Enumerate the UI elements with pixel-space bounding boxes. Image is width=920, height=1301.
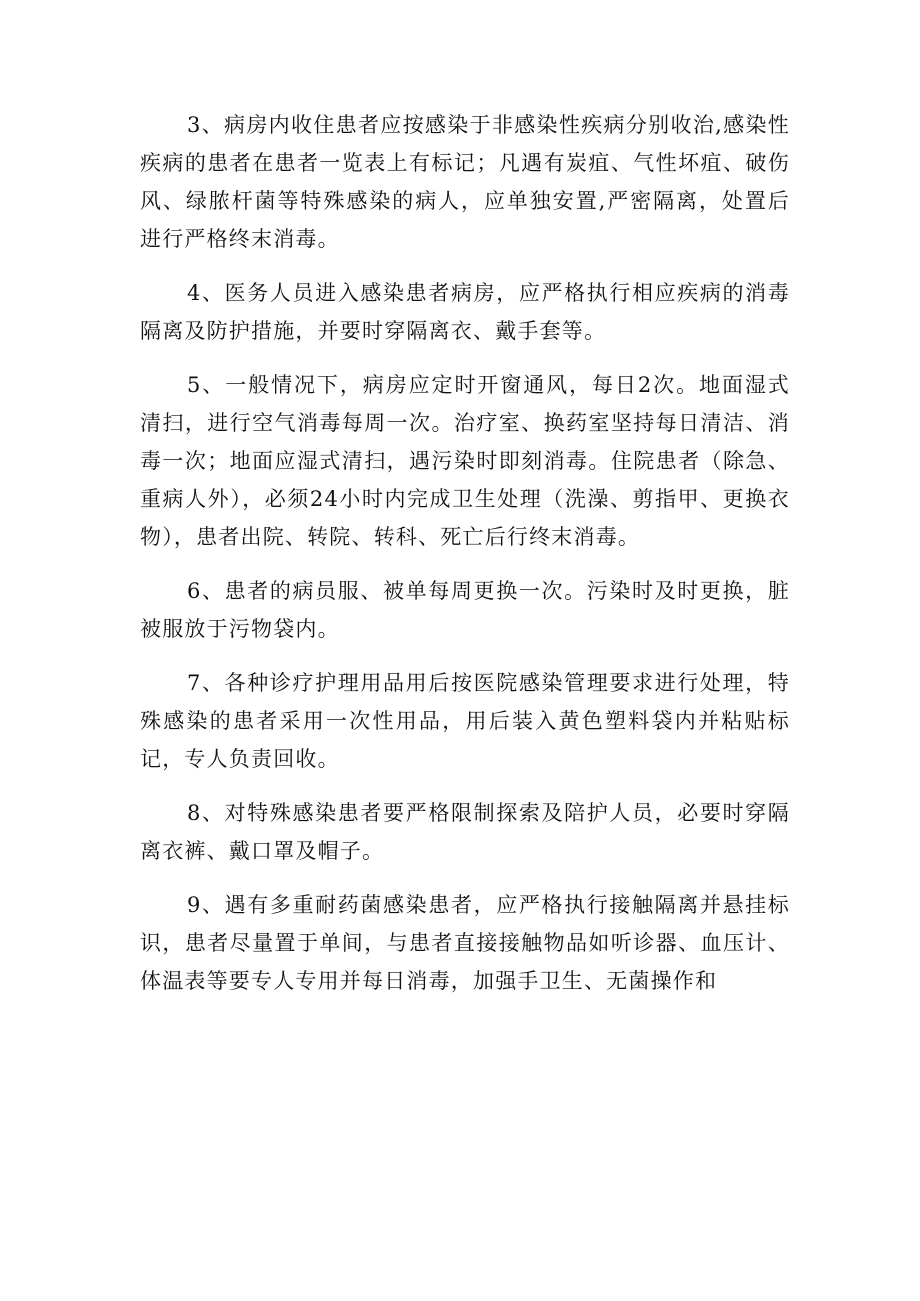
paragraph-item-8: 8、对特殊感染患者要严格限制探索及陪护人员，必要时穿隔离衣裤、戴口罩及帽子。: [140, 801, 790, 863]
document-body: [140, 106, 790, 1016]
paragraph-item-7: 7、各种诊疗护理用品用后按医院感染管理要求进行处理，特殊感染的患者采用一次性用品，用后装入黄色塑料袋内并粘贴标记，专人负责回收。: [140, 671, 790, 771]
paragraph-item-9: 9、遇有多重耐药菌感染患者，应严格执行接触隔离并悬挂标识，患者尽量置于单间，与患者直接接触物品如听诊器、血压计、体温表等要专人专用并每日消毒，加强手卫生、无菌操作和: [140, 893, 790, 993]
paragraph-item-4: 4、医务人员进入感染患者病房，应严格执行相应疾病的消毒隔离及防护措施，并要时穿隔离衣、戴手套等。: [140, 281, 790, 343]
paragraph-item-5: 5、一般情况下，病房应定时开窗通风，每日2次。地面湿式清扫，进行空气消毒每周一次。治疗室、换药室坚持每日清洁、消毒一次；地面应湿式清扫，遇污染时即刻消毒。住院患者（除急、重病人外），必须24小时内完成卫生处理（洗澡、剪指甲、更换衣物），患者出院、转院、转科、死亡后行终末消毒。: [140, 373, 790, 549]
paragraph-item-3: 3、病房内收住患者应按感染于非感染性疾病分别收治,感染性疾病的患者在患者一览表上有标记；凡遇有炭疽、气性坏疽、破伤风、绿脓杆菌等特殊感染的病人，应单独安置,严密隔离，处置后进行严格终末消毒。: [140, 113, 790, 251]
paragraph-item-6: 6、患者的病员服、被单每周更换一次。污染时及时更换，脏被服放于污物袋内。: [140, 579, 790, 641]
